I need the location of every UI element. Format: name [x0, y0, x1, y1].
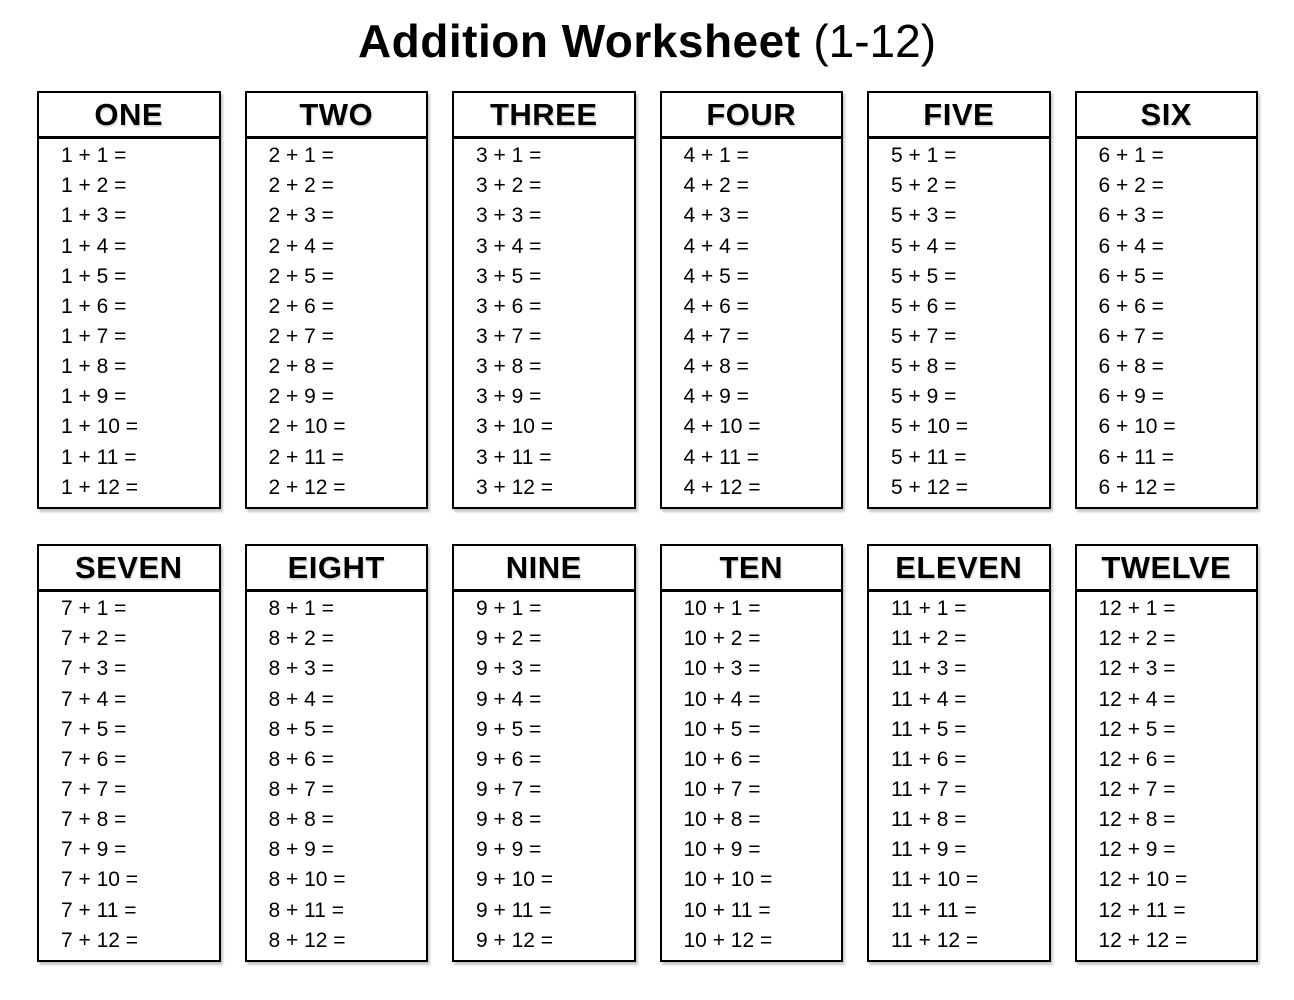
problem-row: 3 + 7 =: [476, 325, 542, 349]
problem-row: 12 + 8 =: [1098, 808, 1176, 832]
problem-row: 2 + 3 =: [268, 204, 334, 228]
problem-row: 7 + 12 =: [61, 928, 139, 952]
problem-row: 4 + 9 =: [683, 385, 749, 409]
problem-row: 2 + 9 =: [268, 385, 334, 409]
problem-row: 6 + 11 =: [1098, 445, 1175, 469]
problem-row: 8 + 11 =: [268, 898, 345, 922]
table-body: [454, 139, 634, 507]
problem-row: 7 + 11 =: [61, 898, 137, 922]
problem-row: 10 + 1 =: [683, 597, 761, 621]
problem-row: 7 + 3 =: [61, 657, 127, 681]
addition-table-nine: [452, 544, 636, 962]
page-title-suffix: (1-12): [813, 15, 937, 67]
problem-row: 1 + 11 =: [61, 445, 137, 469]
table-header: NINE: [454, 546, 634, 592]
problem-row: 6 + 4 =: [1098, 234, 1164, 258]
problem-row: 7 + 7 =: [61, 778, 127, 802]
addition-table-two: [245, 91, 429, 509]
problem-row: 9 + 11 =: [476, 898, 552, 922]
problem-row: 3 + 1 =: [476, 144, 542, 168]
problem-row: 3 + 4 =: [476, 234, 542, 258]
problem-row: 1 + 1 =: [61, 144, 127, 168]
problem-row: 10 + 5 =: [683, 717, 761, 741]
problem-row: 11 + 11 =: [891, 898, 977, 922]
problem-row: 4 + 8 =: [683, 355, 749, 379]
table-body: [247, 592, 427, 960]
page-title: [0, 0, 1294, 68]
addition-table-four: [660, 91, 844, 509]
problem-row: 11 + 9 =: [891, 838, 967, 862]
problem-row: 9 + 9 =: [476, 838, 542, 862]
problem-row: 7 + 8 =: [61, 808, 127, 832]
problem-row: 9 + 1 =: [476, 597, 542, 621]
problem-row: 1 + 4 =: [61, 234, 127, 258]
table-header: TEN: [662, 546, 842, 592]
problem-row: 4 + 10 =: [683, 415, 761, 439]
problem-row: 5 + 3 =: [891, 204, 957, 228]
problem-row: 2 + 11 =: [268, 445, 345, 469]
problem-row: 5 + 4 =: [891, 234, 957, 258]
table-header: FIVE: [869, 93, 1049, 139]
problem-row: 12 + 12 =: [1098, 928, 1188, 952]
table-header: THREE: [454, 93, 634, 139]
problem-row: 7 + 1 =: [61, 597, 127, 621]
problem-row: 11 + 10 =: [891, 868, 979, 892]
problem-row: 10 + 8 =: [683, 808, 761, 832]
addition-table-twelve: [1075, 544, 1259, 962]
problem-row: 8 + 4 =: [268, 687, 334, 711]
table-body: [869, 139, 1049, 507]
table-header: TWELVE: [1077, 546, 1257, 592]
table-body: [39, 139, 219, 507]
problem-row: 4 + 6 =: [683, 294, 749, 318]
problem-row: 9 + 4 =: [476, 687, 542, 711]
problem-row: 9 + 6 =: [476, 747, 542, 771]
problem-row: 7 + 5 =: [61, 717, 127, 741]
problem-row: 9 + 5 =: [476, 717, 542, 741]
problem-row: 11 + 4 =: [891, 687, 967, 711]
problem-row: 11 + 6 =: [891, 747, 967, 771]
problem-row: 11 + 1 =: [891, 597, 967, 621]
problem-row: 5 + 12 =: [891, 475, 969, 499]
problem-row: 8 + 5 =: [268, 717, 334, 741]
problem-row: 10 + 12 =: [683, 928, 773, 952]
problem-row: 9 + 10 =: [476, 868, 554, 892]
problem-row: 6 + 9 =: [1098, 385, 1164, 409]
problem-row: 10 + 4 =: [683, 687, 761, 711]
problem-row: 6 + 8 =: [1098, 355, 1164, 379]
problem-row: 10 + 11 =: [683, 898, 771, 922]
addition-table-three: [452, 91, 636, 509]
problem-row: 8 + 6 =: [268, 747, 334, 771]
problem-row: 1 + 3 =: [61, 204, 127, 228]
problem-row: 9 + 8 =: [476, 808, 542, 832]
problem-row: 1 + 10 =: [61, 415, 139, 439]
problem-row: 7 + 10 =: [61, 868, 139, 892]
problem-row: 3 + 8 =: [476, 355, 542, 379]
problem-row: 7 + 9 =: [61, 838, 127, 862]
problem-row: 4 + 4 =: [683, 234, 749, 258]
problem-row: 11 + 8 =: [891, 808, 967, 832]
problem-row: 9 + 3 =: [476, 657, 542, 681]
problem-row: 1 + 2 =: [61, 174, 127, 198]
problem-row: 3 + 6 =: [476, 294, 542, 318]
problem-row: 12 + 10 =: [1098, 868, 1188, 892]
problem-row: 6 + 10 =: [1098, 415, 1176, 439]
problem-row: 9 + 2 =: [476, 627, 542, 651]
problem-row: 6 + 7 =: [1098, 325, 1164, 349]
problem-row: 10 + 2 =: [683, 627, 761, 651]
problem-row: 6 + 1 =: [1098, 144, 1164, 168]
problem-row: 1 + 7 =: [61, 325, 127, 349]
problem-row: 11 + 2 =: [891, 627, 967, 651]
problem-row: 2 + 7 =: [268, 325, 334, 349]
problem-row: 7 + 6 =: [61, 747, 127, 771]
problem-row: 2 + 10 =: [268, 415, 346, 439]
problem-row: 5 + 9 =: [891, 385, 957, 409]
addition-table-eleven: [867, 544, 1051, 962]
problem-row: 5 + 1 =: [891, 144, 957, 168]
problem-row: 3 + 9 =: [476, 385, 542, 409]
problem-row: 5 + 6 =: [891, 294, 957, 318]
problem-row: 3 + 2 =: [476, 174, 542, 198]
problem-row: 5 + 8 =: [891, 355, 957, 379]
problem-row: 1 + 9 =: [61, 385, 127, 409]
table-body: [454, 592, 634, 960]
problem-row: 8 + 3 =: [268, 657, 334, 681]
problem-row: 8 + 1 =: [268, 597, 334, 621]
problem-row: 9 + 7 =: [476, 778, 542, 802]
problem-row: 8 + 10 =: [268, 868, 346, 892]
problem-row: 10 + 7 =: [683, 778, 761, 802]
problem-row: 2 + 2 =: [268, 174, 334, 198]
table-body: [1077, 592, 1257, 960]
problem-row: 8 + 2 =: [268, 627, 334, 651]
problem-row: 11 + 5 =: [891, 717, 967, 741]
problem-row: 2 + 12 =: [268, 475, 346, 499]
problem-row: 8 + 12 =: [268, 928, 346, 952]
problem-row: 2 + 8 =: [268, 355, 334, 379]
problem-row: 5 + 7 =: [891, 325, 957, 349]
problem-row: 12 + 4 =: [1098, 687, 1176, 711]
problem-row: 5 + 2 =: [891, 174, 957, 198]
problem-row: 4 + 7 =: [683, 325, 749, 349]
problem-row: 1 + 6 =: [61, 294, 127, 318]
problem-row: 1 + 5 =: [61, 264, 127, 288]
problem-row: 12 + 2 =: [1098, 627, 1176, 651]
problem-row: 4 + 5 =: [683, 264, 749, 288]
problem-row: 10 + 9 =: [683, 838, 761, 862]
problem-row: 7 + 2 =: [61, 627, 127, 651]
problem-row: 4 + 1 =: [683, 144, 749, 168]
table-body: [662, 139, 842, 507]
table-header: ELEVEN: [869, 546, 1049, 592]
table-header: FOUR: [662, 93, 842, 139]
problem-row: 4 + 3 =: [683, 204, 749, 228]
table-body: [869, 592, 1049, 960]
problem-row: 11 + 3 =: [891, 657, 967, 681]
table-header: TWO: [247, 93, 427, 139]
problem-row: 5 + 5 =: [891, 264, 957, 288]
problem-row: 4 + 12 =: [683, 475, 761, 499]
table-header: SIX: [1077, 93, 1257, 139]
table-body: [247, 139, 427, 507]
addition-table-one: [37, 91, 221, 509]
problem-row: 2 + 4 =: [268, 234, 334, 258]
problem-row: 2 + 1 =: [268, 144, 334, 168]
problem-row: 8 + 8 =: [268, 808, 334, 832]
table-header: SEVEN: [39, 546, 219, 592]
problem-row: 10 + 3 =: [683, 657, 761, 681]
problem-row: 1 + 8 =: [61, 355, 127, 379]
table-body: [662, 592, 842, 960]
problem-row: 4 + 11 =: [683, 445, 760, 469]
problem-row: 12 + 7 =: [1098, 778, 1176, 802]
problem-row: 12 + 3 =: [1098, 657, 1176, 681]
table-body: [39, 592, 219, 960]
problem-row: 6 + 12 =: [1098, 475, 1176, 499]
problem-row: 5 + 10 =: [891, 415, 969, 439]
page-title-main: Addition Worksheet: [357, 15, 801, 67]
problem-row: 10 + 10 =: [683, 868, 773, 892]
problem-row: 12 + 9 =: [1098, 838, 1176, 862]
problem-row: 6 + 5 =: [1098, 264, 1164, 288]
problem-row: 3 + 10 =: [476, 415, 554, 439]
problem-row: 1 + 12 =: [61, 475, 139, 499]
problem-row: 9 + 12 =: [476, 928, 554, 952]
panels-grid: [37, 91, 1258, 962]
table-body: [1077, 139, 1257, 507]
problem-row: 6 + 2 =: [1098, 174, 1164, 198]
problem-row: 8 + 7 =: [268, 778, 334, 802]
problem-row: 12 + 6 =: [1098, 747, 1176, 771]
problem-row: 2 + 6 =: [268, 294, 334, 318]
problem-row: 11 + 12 =: [891, 928, 979, 952]
problem-row: 8 + 9 =: [268, 838, 334, 862]
problem-row: 11 + 7 =: [891, 778, 967, 802]
addition-table-six: [1075, 91, 1259, 509]
table-header: EIGHT: [247, 546, 427, 592]
problem-row: 3 + 5 =: [476, 264, 542, 288]
problem-row: 12 + 1 =: [1098, 597, 1176, 621]
addition-table-five: [867, 91, 1051, 509]
problem-row: 3 + 11 =: [476, 445, 552, 469]
problem-row: 6 + 3 =: [1098, 204, 1164, 228]
problem-row: 5 + 11 =: [891, 445, 967, 469]
problem-row: 7 + 4 =: [61, 687, 127, 711]
addition-table-ten: [660, 544, 844, 962]
problem-row: 3 + 12 =: [476, 475, 554, 499]
table-header: ONE: [39, 93, 219, 139]
problem-row: 2 + 5 =: [268, 264, 334, 288]
problem-row: 12 + 11 =: [1098, 898, 1186, 922]
addition-table-seven: [37, 544, 221, 962]
problem-row: 12 + 5 =: [1098, 717, 1176, 741]
problem-row: 6 + 6 =: [1098, 294, 1164, 318]
addition-table-eight: [245, 544, 429, 962]
problem-row: 4 + 2 =: [683, 174, 749, 198]
problem-row: 3 + 3 =: [476, 204, 542, 228]
problem-row: 10 + 6 =: [683, 747, 761, 771]
